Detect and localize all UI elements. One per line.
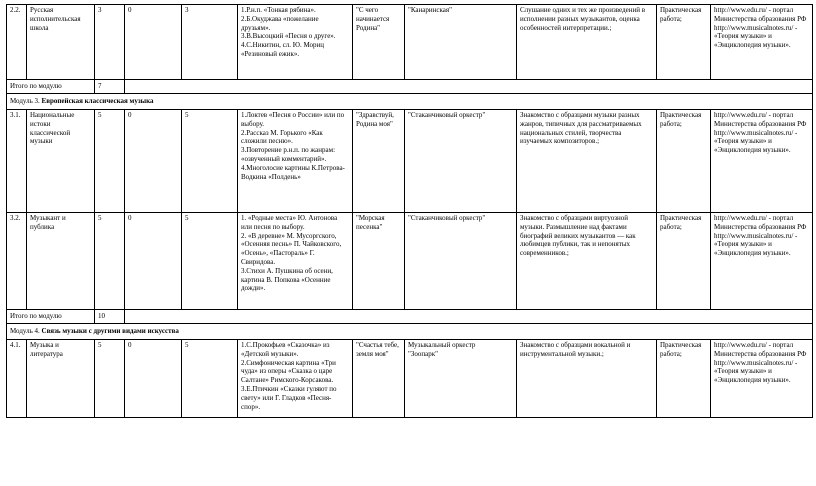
music-making-cell: Музыкальный оркестр "Зоопарк" xyxy=(405,340,517,418)
hours-test: 0 xyxy=(125,5,182,80)
lesson-number: 2.2. xyxy=(7,5,27,80)
module-total-value: 7 xyxy=(95,80,125,94)
music-making-cell: "Стаканчиковый оркестр" xyxy=(405,110,517,213)
curriculum-table xyxy=(6,4,813,418)
lesson-topic: Национальные истоки классической музыки xyxy=(27,110,95,213)
hours-total: 5 xyxy=(95,340,125,418)
hours-test: 0 xyxy=(125,213,182,310)
module-header-row xyxy=(7,324,813,340)
hours-practice: 3 xyxy=(182,5,238,80)
hours-practice: 5 xyxy=(182,340,238,418)
resources-cell: http://www.edu.ru/ - портал Министерства образования РФ http://www.musicalnotes.ru/ - «Теория музыки» и «Энциклопедия музыки». xyxy=(711,213,813,310)
activity-cell: Слушание одних и тех же произведений в исполнении разных музыкантов, оценка особенностей интерпретации.; xyxy=(517,5,657,80)
module-header-row xyxy=(7,94,813,110)
module-title: Связь музыки с другими видами искусства xyxy=(41,327,179,335)
activity-cell: Знакомство с образцами вокальной и инструментальной музыки.; xyxy=(517,340,657,418)
lesson-topic: Русская исполнительская школа xyxy=(27,5,95,80)
control-form-cell: Практическая работа; xyxy=(657,340,711,418)
singing-cell: "Здравствуй, Родина моя" xyxy=(353,110,405,213)
repertoire-cell: 1.С.Прокофьев «Сказочка» из «Детской музыки». 2.Симфоническая картина «Три чуда» из оперы «Сказка о царе Салтане» Римского-Корсакова. 3.Е.Птичкин «Сказки гуляют по свету» или Г. Гладков «Песня-спор». xyxy=(238,340,353,418)
hours-practice: 5 xyxy=(182,213,238,310)
control-form-cell: Практическая работа; xyxy=(657,5,711,80)
activity-cell: Знакомство с образцами виртуозной музыки. Размышление над фактами биографий великих музыкантов — как любимцев публики, так и непонятых современников.; xyxy=(517,213,657,310)
table-row xyxy=(7,110,813,213)
hours-total: 5 xyxy=(95,213,125,310)
module-header xyxy=(7,94,813,110)
lesson-number: 3.1. xyxy=(7,110,27,213)
module-total-label: Итого по модулю xyxy=(7,310,95,324)
singing-cell: "Морская песенка" xyxy=(353,213,405,310)
music-making-cell: "Канаринская" xyxy=(405,5,517,80)
control-form-cell: Практическая работа; xyxy=(657,213,711,310)
module-prefix: Модуль 3. xyxy=(10,97,42,105)
module-total-row xyxy=(7,80,813,94)
resources-cell: http://www.edu.ru/ - портал Министерства образования РФ http://www.musicalnotes.ru/ - «Теория музыки» и «Энциклопедия музыки». xyxy=(711,5,813,80)
control-form-cell: Практическая работа; xyxy=(657,110,711,213)
lesson-topic: Музыка и литература xyxy=(27,340,95,418)
hours-test: 0 xyxy=(125,340,182,418)
music-making-cell: "Стаканчиковый оркестр" xyxy=(405,213,517,310)
resources-cell: http://www.edu.ru/ - портал Министерства образования РФ http://www.musicalnotes.ru/ - «Теория музыки» и «Энциклопедия музыки». xyxy=(711,110,813,213)
table-row xyxy=(7,340,813,418)
module-total-row xyxy=(7,310,813,324)
repertoire-cell: 1.Р.н.п. «Тонкая рябина». 2.Б.Окуджава «пожелание друзьям». 3.В.Высоцкий «Песня о друге». 4.С.Никитин, сл. Ю. Мориц «Резиновый ежик». xyxy=(238,5,353,80)
lesson-number: 4.1. xyxy=(7,340,27,418)
hours-total: 5 xyxy=(95,110,125,213)
singing-cell: "Счастья тебе, земля моя" xyxy=(353,340,405,418)
lesson-number: 3.2. xyxy=(7,213,27,310)
repertoire-cell: 1.Локтев «Песня о России» или по выбору. 2.Рассказ М. Горького «Как сложили песню». 3.Повторение р.н.п. по жанрам: «озвученный комментарий». 4.Многолосие картины К.Петрова-Водкина «Полдень» xyxy=(238,110,353,213)
singing-cell: "С чего начинается Родина" xyxy=(353,5,405,80)
module-header xyxy=(7,324,813,340)
hours-test: 0 xyxy=(125,110,182,213)
module-prefix: Модуль 4. xyxy=(10,327,42,335)
activity-cell: Знакомство с образцами музыки разных жанров, типичных для рассматриваемых национальных стилей, творчества изучаемых композиторов.; xyxy=(517,110,657,213)
resources-cell: http://www.edu.ru/ - портал Министерства образования РФ http://www.musicalnotes.ru/ - «Теория музыки» и «Энциклопедия музыки». xyxy=(711,340,813,418)
repertoire-cell: 1. «Родные места» Ю. Антонова или песня по выбору. 2. «В деревне» М. Мусоргского, «Осенняя песнь» П. Чайковского, «Осень», «Пастораль» Г. Свиридова. 3.Стихи А. Пушкина об осени, картина В. Попкова «Осенние дожди». xyxy=(238,213,353,310)
table-row xyxy=(7,213,813,310)
hours-total: 3 xyxy=(95,5,125,80)
module-total-empty xyxy=(125,80,813,94)
module-title: Европейская классическая музыка xyxy=(41,97,154,105)
hours-practice: 5 xyxy=(182,110,238,213)
lesson-topic: Музыкант и публика xyxy=(27,213,95,310)
table-row xyxy=(7,5,813,80)
module-total-value: 10 xyxy=(95,310,125,324)
module-total-empty xyxy=(125,310,813,324)
module-total-label: Итого по модулю xyxy=(7,80,95,94)
